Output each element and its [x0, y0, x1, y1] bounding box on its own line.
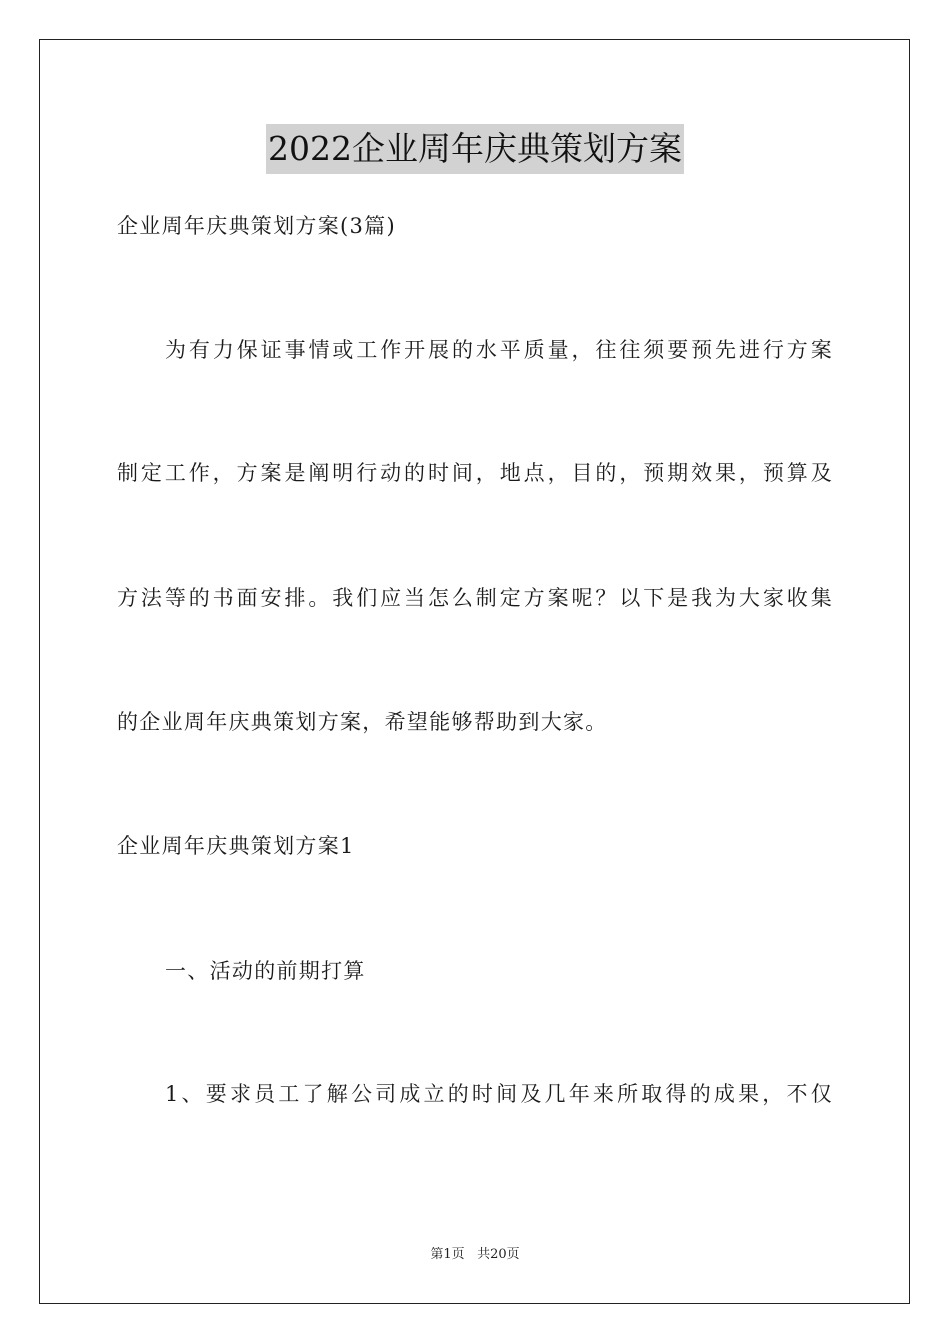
intro-line-3: 方法等的书面安排。我们应当怎么制定方案呢？以下是我为大家收集 [117, 586, 833, 610]
page-number: 第1页 [430, 1247, 465, 1262]
section-heading: 企业周年庆典策划方案1 [117, 834, 355, 858]
title-container [0, 124, 950, 174]
intro-line-1: 为有力保证事情或工作开展的水平质量，往往须要预先进行方案 [165, 338, 833, 362]
document-subtitle: 企业周年庆典策划方案(3篇) [117, 214, 396, 238]
document-title: 2022企业周年庆典策划方案 [266, 124, 684, 174]
intro-line-4: 的企业周年庆典策划方案，希望能够帮助到大家。 [117, 710, 608, 734]
page-total: 共20页 [477, 1247, 520, 1262]
subheading: 一、活动的前期打算 [165, 959, 366, 983]
page-footer [0, 1245, 950, 1265]
intro-line-2: 制定工作，方案是阐明行动的时间，地点，目的，预期效果，预算及 [117, 461, 833, 485]
item-line-1: 1、要求员工了解公司成立的时间及几年来所取得的成果，不仅 [165, 1082, 833, 1106]
